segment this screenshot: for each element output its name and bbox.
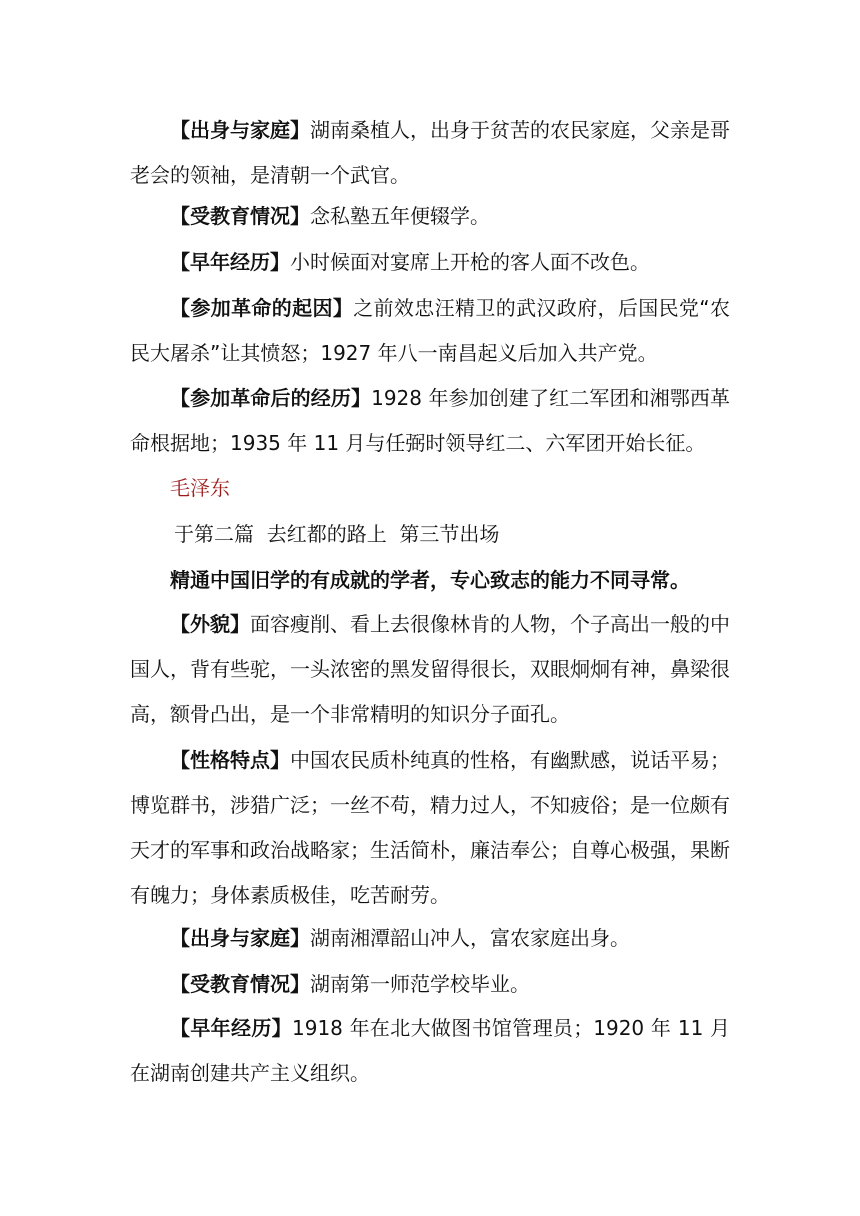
paragraph-education-2 bbox=[130, 962, 730, 1007]
paragraph-education-1 bbox=[130, 194, 730, 239]
paragraph-label: 【参加革命后的经历】 bbox=[170, 386, 372, 410]
paragraph-early-life-1 bbox=[130, 240, 730, 285]
paragraph-family-origin-2 bbox=[130, 916, 730, 961]
character-summary: 精通中国旧学的有成就的学者，专心致志的能力不同寻常。 bbox=[170, 568, 690, 592]
paragraph-early-life-2 bbox=[130, 1006, 730, 1096]
character-name-heading: 毛泽东 bbox=[170, 476, 230, 500]
paragraph-revolution-cause bbox=[130, 286, 730, 376]
paragraph-label: 【性格特点】 bbox=[170, 748, 290, 772]
appearance-chapter-line: 于第二篇 去红都的路上 第三节出场 bbox=[174, 522, 500, 546]
paragraph-text: 小时候面对宴席上开枪的客人面不改色。 bbox=[290, 250, 650, 274]
paragraph-label: 【早年经历】 bbox=[170, 1016, 292, 1040]
paragraph-text: 1928 年参加创建了红二军团和湘鄂西革命根据地；1935 年 11 月与任弼时领导红二、六军团开始长征。 bbox=[130, 386, 730, 455]
paragraph-label: 【受教育情况】 bbox=[170, 204, 310, 228]
paragraph-appearance bbox=[130, 602, 730, 737]
paragraph-revolution-experience bbox=[130, 376, 730, 466]
paragraph-label: 【外貌】 bbox=[170, 612, 250, 636]
paragraph-label: 【出身与家庭】 bbox=[170, 926, 310, 950]
paragraph-text: 面容瘦削、看上去很像林肯的人物，个子高出一般的中国人，背有些驼，一头浓密的黑发留得很长，双眼炯炯有神，鼻梁很高，额骨凸出，是一个非常精明的知识分子面孔。 bbox=[130, 612, 730, 726]
paragraph-label: 【参加革命的起因】 bbox=[170, 296, 354, 320]
paragraph-label: 【出身与家庭】 bbox=[170, 118, 310, 142]
paragraph-label: 【受教育情况】 bbox=[170, 972, 310, 996]
paragraph-text: 念私塾五年便辍学。 bbox=[310, 204, 490, 228]
paragraph-text: 湖南第一师范学校毕业。 bbox=[310, 972, 530, 996]
paragraph-personality bbox=[130, 738, 730, 918]
paragraph-text: 湖南湘潭韶山冲人，富农家庭出身。 bbox=[310, 926, 630, 950]
paragraph-family-origin-1 bbox=[130, 108, 730, 198]
paragraph-text: 中国农民质朴纯真的性格，有幽默感，说话平易；博览群书，涉猎广泛；一丝不苟，精力过人，不知疲俗；是一位颇有天才的军事和政治战略家；生活简朴，廉洁奉公；自尊心极强，果断有魄力；身体素质极佳，吃苦耐劳。 bbox=[130, 748, 730, 907]
paragraph-text: 之前效忠汪精卫的武汉政府，后国民党“农民大屠杀”让其愤怒；1927 年八一南昌起义后加入共产党。 bbox=[130, 296, 730, 365]
paragraph-text: 1918 年在北大做图书馆管理员；1920 年 11 月在湖南创建共产主义组织。 bbox=[130, 1016, 730, 1085]
paragraph-text: 湖南桑植人，出身于贫苦的农民家庭，父亲是哥老会的领袖，是清朝一个武官。 bbox=[130, 118, 730, 187]
paragraph-label: 【早年经历】 bbox=[170, 250, 290, 274]
